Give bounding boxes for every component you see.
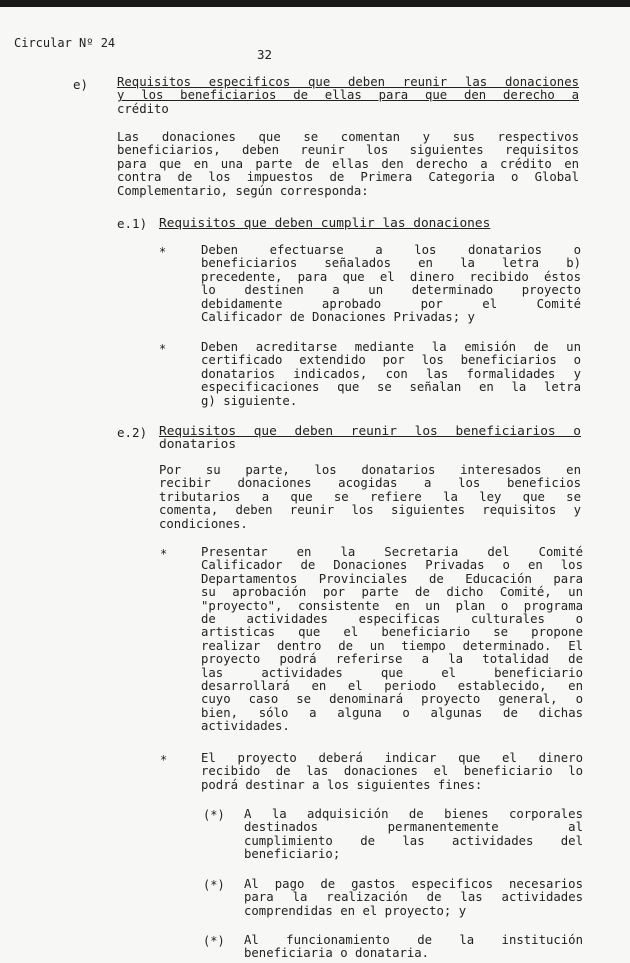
sub-bullet-symbol: (*) [203,934,225,948]
bullet-symbol: * [159,245,167,259]
e1-bullet-2-line: Deben acreditarse mediante la emisión de un [201,340,581,354]
e2-sub-3 [244,934,583,961]
e1-bullet-2-line: especificaciones que se señalan en la letra [201,380,581,395]
bullet-symbol: * [159,342,167,356]
e2-intro-line: recibir donaciones acogidas a los beneficios [159,476,581,491]
e1-bullet-2-line: donatarios indicados, con las formalidades y [201,366,581,381]
e2-bullet-1-line: artisticas que el beneficiario se propone [201,625,583,640]
section-e2-label: e.2) [117,425,148,440]
intro-line: para que en una parte de ellas den derecho a crédito en [117,156,579,171]
e2-bullet-2 [201,752,583,792]
section-e1-label: e.1) [117,216,148,231]
e2-bullet-1-line: proyecto podrá referirse a la totalidad de [201,652,583,667]
section-e2-title [159,425,581,452]
e2-bullet-1-line: bien, sólo a alguna o algunas de dichas [201,705,583,720]
circular-header: Circular Nº 24 [14,36,116,50]
e2-intro-line: condiciones. [159,516,248,531]
bullet-symbol: * [160,547,168,561]
e1-bullet-1-line: debidamente aprobado por el Comité [201,296,581,311]
e2-bullet-1-line: su aprobación por parte de dicho Comité, un [201,585,583,600]
e2-bullet-1-line: Departamentos Provinciales de Educación para [201,571,583,586]
section-e-title-line: y los beneficiarios de ellas para que den derecho a [117,88,579,103]
e2-bullet-1-line: las actividades que el beneficiario [201,665,583,680]
e2-bullet-1 [201,546,583,734]
e2-bullet-1-line: "proyecto", consistente en un plan o programa [201,598,583,613]
e2-sub-3-line: Al funcionamiento de la institución [244,933,583,947]
section-e1-title: Requisitos que deben cumplir las donaciones [159,216,491,231]
e2-bullet-1-line: desarrollará en el periodo establecido, en [201,679,583,694]
e2-bullet-1-line: Calificador de Donaciones Privadas o en los [201,558,583,573]
e1-bullet-1-line: precedente, para que el dinero recibido éstos [201,269,581,284]
e2-bullet-2-line: El proyecto deberá indicar que el dinero [201,751,583,765]
e2-sub-1 [244,808,583,862]
sub-bullet-symbol: (*) [203,878,225,892]
e2-bullet-2-line: podrá destinar a los siguientes fines: [201,777,483,792]
e1-bullet-1-line: lo destinen a un determinado proyecto [201,283,581,298]
e2-intro-line: comenta, deben reunir los siguientes requisitos y [159,503,581,518]
e2-sub-1-line: destinados permanentemente al [244,820,583,835]
intro-line: Las donaciones que se comentan y sus respectivos [117,130,579,144]
section-e2-title-line: donatarios [159,437,237,453]
e2-sub-2 [244,878,583,918]
e2-bullet-1-line: realizar dentro de un tiempo determinado. El [201,638,583,653]
e2-bullet-1-line: actividades. [201,719,290,734]
section-e-intro [117,131,579,198]
e1-bullet-2-line: g) siguiente. [201,393,298,408]
e2-sub-1-line: beneficiario; [244,847,341,862]
scan-top-edge [0,0,630,7]
e2-intro-line: tributarios a que se refiere la ley que se [159,489,581,504]
intro-line: beneficiarios, deben reunir los siguientes requisitos [117,143,579,158]
e2-sub-3-line: beneficiaria o donataria. [244,946,430,961]
intro-line: Complementario, según corresponda: [117,183,369,198]
e1-bullet-1 [201,244,581,324]
e2-bullet-1-line: Presentar en la Secretaria del Comité [201,545,583,559]
section-e2-title-line: Requisitos que deben reunir los beneficiarios o [159,424,581,439]
e2-intro-line: Por su parte, los donatarios interesados en [159,463,581,477]
section-e2-intro [159,464,581,531]
e2-sub-2-line: Al pago de gastos especificos necesarios [244,877,583,891]
e2-bullet-1-line: cuyo caso se denominará proyecto general, o [201,692,583,707]
e2-sub-2-line: comprendidas en el proyecto; y [244,903,467,918]
section-e-title [117,76,579,116]
e1-bullet-1-line: Calificador de Donaciones Privadas; y [201,310,475,325]
e2-sub-1-line: A la adquisición de bienes corporales [244,807,583,821]
e1-bullet-2-line: certificado extendido por los beneficiarios o [201,353,581,368]
e2-bullet-2-line: recibido de las donaciones el beneficiario lo [201,764,583,779]
e1-bullet-1-line: Deben efectuarse a los donatarios o [201,243,581,257]
e2-bullet-1-line: de actividades especificas culturales o [201,612,583,627]
e2-sub-1-line: cumplimiento de las actividades del [244,833,583,848]
e1-bullet-1-line: beneficiarios señalados en la letra b) [201,256,581,271]
section-e-title-line: Requisitos especificos que deben reunir las donaciones [117,75,579,89]
sub-bullet-symbol: (*) [203,808,225,822]
section-e-label: e) [73,77,89,92]
intro-line: contra de los impuestos de Primera Categoria o Global [117,170,579,185]
e1-bullet-2 [201,341,581,408]
e2-sub-2-line: para la realización de las actividades [244,890,583,905]
section-e-title-line: crédito [117,101,169,116]
bullet-symbol: * [160,753,168,767]
page-number: 32 [257,47,273,62]
